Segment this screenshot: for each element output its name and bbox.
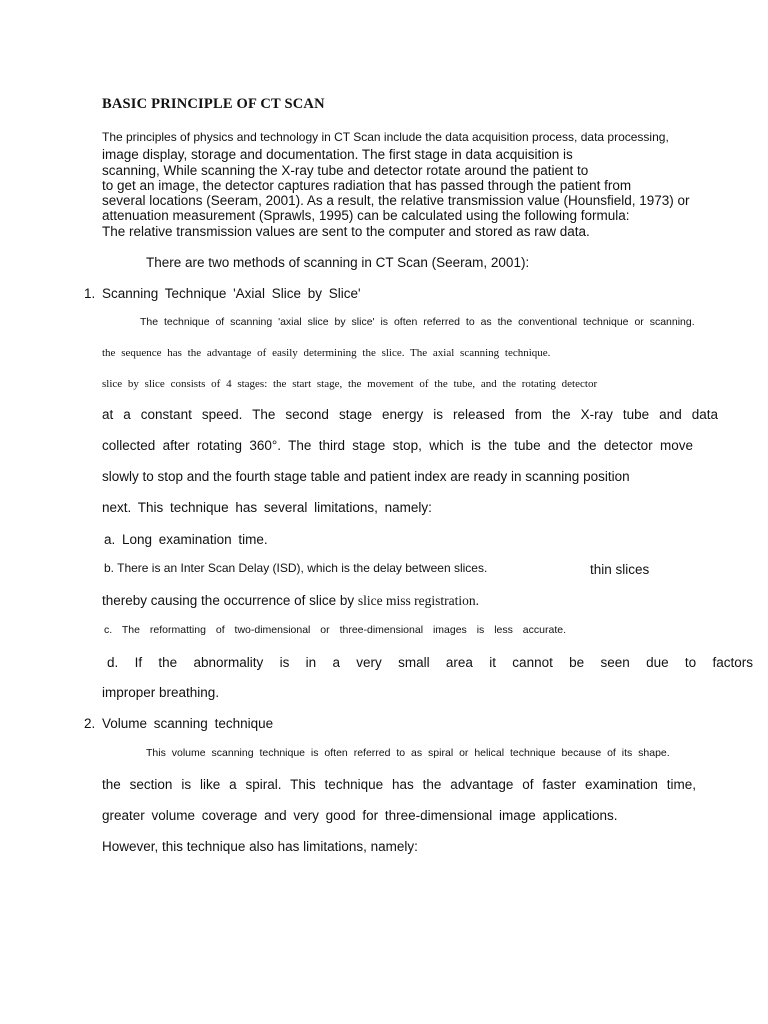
intro-line: image display, storage and documentation. The first stage in data acquisition is [102, 147, 573, 162]
body-line: slowly to stop and the fourth stage table and patient index are ready in scanning position [102, 469, 630, 484]
body-line: the section is like a spiral. This technique has the advantage of faster examination time, [102, 777, 696, 792]
body-line: slice by slice consists of 4 stages: the start stage, the movement of the tube, and the rotating detector [102, 378, 598, 390]
document-title: BASIC PRINCIPLE OF CT SCAN [102, 96, 325, 112]
body-line: The technique of scanning 'axial slice by slice' is often referred to as the conventional technique or scanning. [140, 316, 695, 328]
limitation-b: b. There is an Inter Scan Delay (ISD), which is the delay between slices. [104, 561, 488, 575]
limitation-d: d. If the abnormality is in a very small area it cannot be seen due to factors [107, 655, 753, 670]
limitation-c: c. The reformatting of two-dimensional or three-dimensional images is less accurate. [104, 624, 566, 636]
limitation-d-continued: improper breathing. [102, 685, 220, 700]
limitation-b-continued: thereby causing the occurrence of slice by slice miss registration. [102, 593, 479, 608]
section-heading: Volume scanning technique [102, 716, 274, 731]
section-number: 1. [84, 286, 96, 301]
body-line: collected after rotating 360°. The third stage stop, which is the tube and the detector move [102, 438, 693, 453]
intro-line: The principles of physics and technology in CT Scan include the data acquisition process, data processing, [102, 130, 669, 144]
section-heading: Scanning Technique 'Axial Slice by Slice' [102, 286, 361, 301]
body-line: This volume scanning technique is often referred to as spiral or helical technique because of its shape. [146, 747, 670, 759]
body-line: next. This technique has several limitations, namely: [102, 500, 432, 515]
intro-line: to get an image, the detector captures radiation that has passed through the patient from [102, 178, 632, 193]
intro-line: scanning, While scanning the X-ray tube and detector rotate around the patient to [102, 163, 589, 178]
intro-line: The relative transmission values are sent to the computer and stored as raw data. [102, 224, 590, 239]
intro-line: attenuation measurement (Sprawls, 1995) can be calculated using the following formula: [102, 208, 630, 223]
methods-intro: There are two methods of scanning in CT Scan (Seeram, 2001): [146, 255, 530, 270]
limitation-a: a. Long examination time. [104, 532, 268, 547]
body-line: greater volume coverage and very good for three-dimensional image applications. [102, 808, 618, 823]
body-line: at a constant speed. The second stage energy is released from the X-ray tube and data [102, 407, 718, 422]
body-line: However, this technique also has limitations, namely: [102, 839, 418, 854]
intro-line: several locations (Seeram, 2001). As a result, the relative transmission value (Hounsfield, 1973) or [102, 193, 690, 208]
limitation-b-extra: thin slices [590, 562, 650, 577]
section-number: 2. [84, 716, 96, 731]
body-line: the sequence has the advantage of easily determining the slice. The axial scanning technique. [102, 347, 551, 359]
